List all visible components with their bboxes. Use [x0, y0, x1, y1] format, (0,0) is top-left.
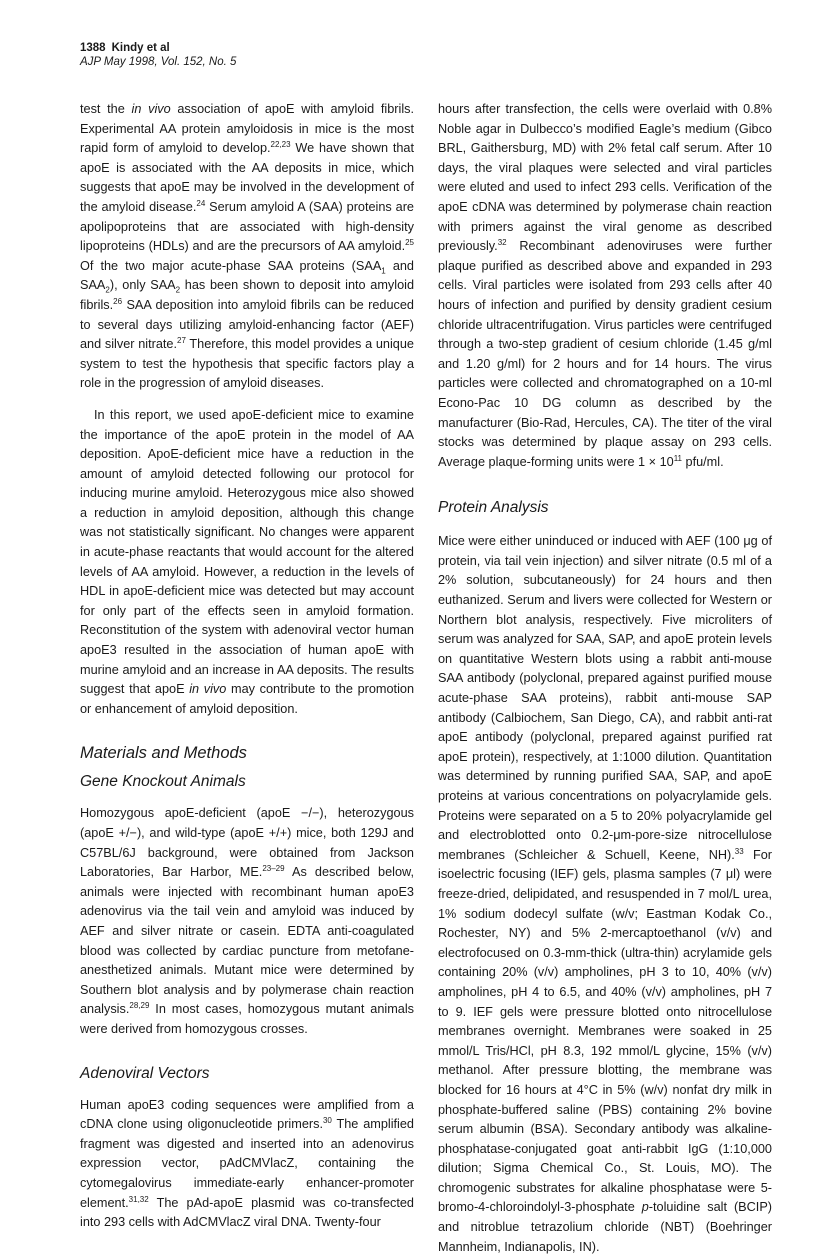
header-journal: AJP May 1998, Vol. 152, No. 5 [80, 56, 237, 68]
adenoviral-paragraph: Human apoE3 coding sequences were amplified from a cDNA clone using oligonucleotide primers.$^{30}$ The amplified fragment was digested and inserted into an adenovirus expression vector, pAdCMVlacZ, containing the cytomegalovirus immediate-early enhancer-promoter element.$^{31,32}$ The pAd-apoE plasmid was co-transfected into 293 cells with AdCMVlacZ viral DNA. Twenty-four [80, 1097, 414, 1230]
subsection-title-adenoviral: Adenoviral Vectors [80, 1064, 210, 1082]
page-number: 1388 [80, 42, 106, 54]
adenoviral-paragraph-continued: hours after transfection, the cells were overlaid with 0.8% Noble agar in Dulbecco’s modified Eagle’s medium (Gibco BRL, Gaithersburg, MD) with 2% fetal calf serum. After 10 days, the viral plaques were selected and viral particles were eluted and used to infect 293 cells. Verification of the apoE cDNA was determined by polymerase chain reaction with primers against the viral genome as described previously.$^{32}$ Recombinant adenoviruses were further plaque purified as described above and expanded in 293 cells. Viral particles were isolated from 293 cells after 40 hours of infection and purified by density gradient cesium chloride ultracentrifugation. Virus particles were centrifuged through a two-step gradient of cesium chloride (1.45 g/ml and 1.20 g/ml) for 2 hours and for 14 hours. The virus particles were collected and chromatographed on a 10-ml Econo-Pac 10 DG column as described by the manufacturer (Bio-Rad, Hercules, CA). The titer of the viral stocks was determined by plaque assay on 293 cells. Average plaque-forming units were $1 \times 10^{11}$ pfu/ml. [438, 102, 772, 469]
intro-paragraph-1: test the in vivo association of apoE with amyloid fibrils. Experimental AA protein amyloidosis in mice is the most rapid form of amyloid to develop.$^{22,23}$ We have shown that apoE is associated with the AA deposits in mice, which suggests that apoE may be involved in the development of the amyloid disease.$^{24}$ Serum amyloid A (SAA) proteins are apolipoproteins that are associated with high-density lipoproteins (HDLs) and are the precursors of AA amyloid.$^{25}$ Of the two major acute-phase SAA proteins ($SAA_1$ and $SAA_2$), only $SAA_2$ has been shown to deposit into amyloid fibrils.$^{26}$ SAA deposition into amyloid fibrils can be reduced to several days utilizing amyloid-enhancing factor (AEF) and silver nitrate.$^{27}$ Therefore, this model provides a unique system to test the hypothesis that specific factors play a role in the progression of amyloid diseases. [80, 102, 415, 391]
section-title-materials-methods: Materials and Methods [80, 744, 247, 763]
intro-paragraph-2: In this report, we used apoE-deficient mice to examine the importance of the apoE protein in the model of AA deposition. ApoE-deficient mice have a reduction in the amount of amyloid detected following our protocol for inducing murine amyloid. Heterozygous mice also showed a reduction in amyloid deposition, although this change was not statistically significant. No changes were apparent in acute-phase reactants that would account for the altered levels of AA amyloid. However, a reduction in the levels of HDL in apoE-deficient mice was detected but may account for only part of the effects seen in amyloid formation. Reconstitution of the system with adenoviral vector human apoE3 resulted in the association of human apoE with murine amyloid and an increase in AA deposits. The results suggest that apoE in vivo may contribute to the promotion or enhancement of amyloid deposition. [80, 407, 414, 716]
running-header [80, 41, 236, 69]
protein-analysis-paragraph: Mice were either uninduced or induced with AEF (100 μg of protein, via tail vein injection) and silver nitrate (0.5 ml of a 2% solution, subcutaneously) for 24 hours and then euthanized. Serum and livers were collected for Western or Northern blot analysis, respectively. Five microliters of serum was analyzed for SAA, SAP, and apoE protein levels on quantitative Western blots using a rabbit anti-mouse SAA antibody (polyclonal, prepared against purified mouse acute-phase SAA proteins), rabbit anti-mouse SAP antibody (Calbiochem, San Diego, CA), and rabbit anti-rat apoE antibody (polyclonal, prepared against purified rat apoE protein), respectively, at 1:1000 dilution. Quantitation was determined by running purified SAA, SAP, and apoE proteins at various concentrations on polyacrylamide gels. Proteins were separated on a 5 to 20% polyacrylamide gel and electroblotted onto 0.2-μm-pore-size nitrocellulose membranes (Schleicher & Schuell, Keene, NH).$^{33}$ For isoelectric focusing (IEF) gels, plasma samples (7 μl) were freeze-dried, delipidated, and resuspended in 7 mol/L urea, 1% sodium dodecyl sulfate (w/v; Eastman Kodak Co., Rochester, NY) and 5% 2-mercaptoethanol (v/v) and electrofocused on 0.3-mm-thick (ultra-thin) acrylamide gels containing 20% (v/v) ampholines, pH 3 to 10, 40% (v/v) ampholines, pH 4 to 6.5, and 40% (v/v) ampholines, pH 7 to 9. IEF gels were pressure blotted onto nitrocellulose membranes overnight. Membranes were soaked in 25 mmol/L Tris/HCl, pH 8.3, 192 mmol/L glycine, 15% (v/v) methanol. After pressure blotting, the membrane was blocked for 16 hours at 4°C in 5% (w/v) nonfat dry milk in phosphate-buffered saline (PBS) containing 2% bovine serum albumin (BSA). Secondary antibody was alkaline-phosphatase-conjugated goat anti-rabbit IgG (1:10,000 dilution; Sigma Chemical Co., St. Louis, MO). The chromogenic substrates for alkaline phosphatase were 5-bromo-4-chloroindolyl-3-phosphate p-toluidine salt (BCIP) and nitroblue tetrazolium chloride (NBT) (Boehringer Mannheim, Indianapolis, IN). [438, 534, 773, 1254]
left-column [80, 100, 414, 1233]
right-column [438, 100, 772, 1257]
subsection-title-protein-analysis: Protein Analysis [438, 499, 549, 517]
subsection-title-gene-knockout: Gene Knockout Animals [80, 773, 246, 791]
header-authors: Kindy et al [111, 42, 170, 54]
header-line-1 [80, 41, 236, 55]
gene-knockout-paragraph: Homozygous apoE-deficient (apoE −/−), heterozygous (apoE +/−), and wild-type (apoE +/+) mice, both 129J and C57BL/6J background, were obtained from Jackson Laboratories, Bar Harbor, ME.$^{23-29}$ As described below, animals were injected with recombinant human apoE3 adenovirus via the tail vein and amyloid was induced by AEF and silver nitrate or casein. EDTA anti-coagulated blood was collected by cardiac puncture from metofane-anesthetized animals. Mutant mice were determined by Southern blot analysis and by polymerase chain reaction analysis.$^{28,29}$ In most cases, homozygous mutant animals were derived from homozygous crosses. [80, 806, 414, 1036]
